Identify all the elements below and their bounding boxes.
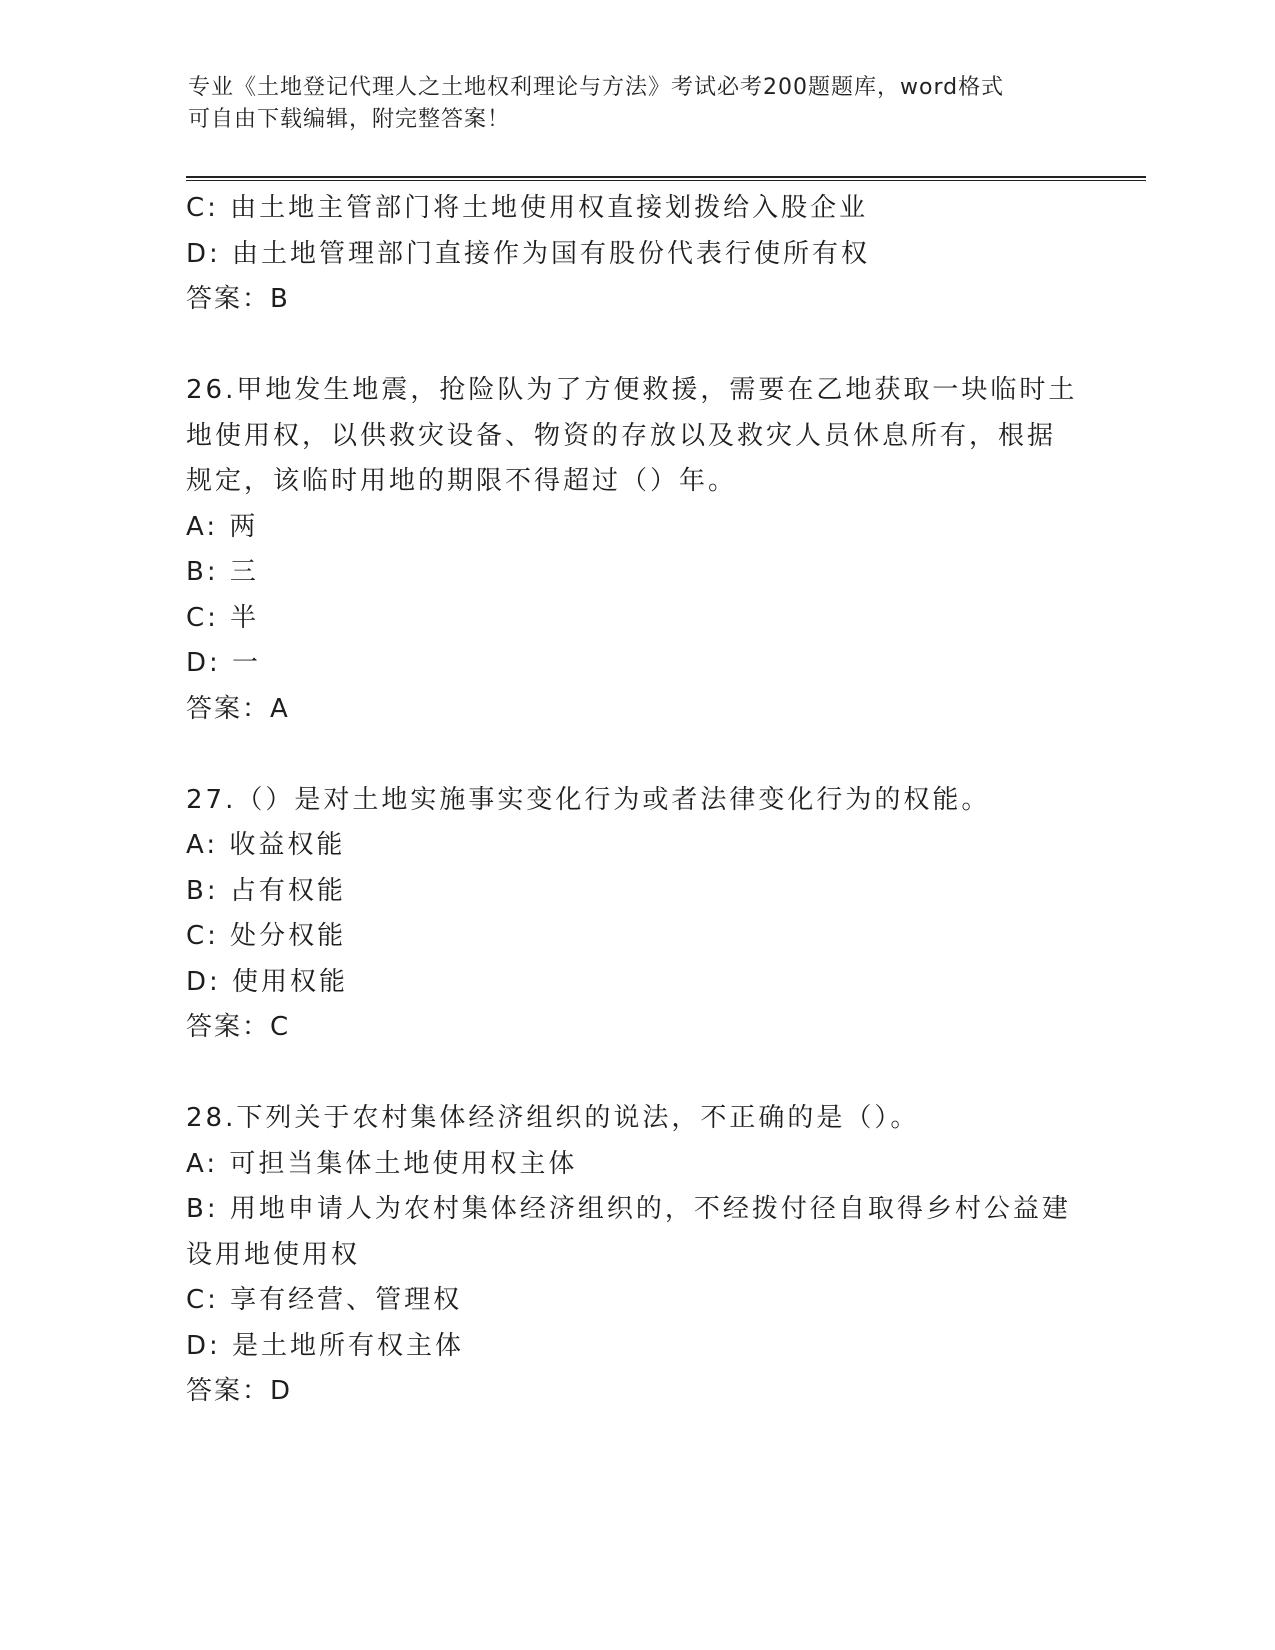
option-c: C: 半 [186, 602, 260, 633]
option-d: D: 是土地所有权主体 [186, 1330, 465, 1361]
question-28 [186, 1096, 1086, 1415]
option-b: B: 三 [186, 557, 259, 587]
option-b: B: 占有权能 [186, 875, 346, 906]
question-stem-line: 规定，该临时用地的期限不得超过（）年。 [186, 466, 738, 496]
question-25-tail [186, 186, 1086, 323]
question-stem-line: 26.甲地发生地震，抢险队为了方便救援，需要在乙地获取一块临时土 [186, 375, 1078, 405]
option-a: A: 收益权能 [186, 830, 346, 860]
spacer [186, 323, 1086, 369]
question-stem-line: 28.下列关于农村集体经济组织的说法，不正确的是（）。 [186, 1103, 920, 1133]
answer-line: 答案：A [186, 693, 290, 724]
header-title-line-1: 专业《土地登记代理人之土地权利理论与方法》考试必考200题题库，word格式 [188, 75, 1005, 100]
option-a: A: 两 [186, 511, 259, 542]
answer-line: 答案：B [186, 284, 290, 314]
page-header [188, 72, 1068, 136]
answer-line: 答案：D [186, 1376, 293, 1406]
option-c: C: 由土地主管部门将土地使用权直接划拨给入股企业 [186, 193, 869, 223]
question-26 [186, 368, 1086, 732]
question-stem-line: 地使用权，以供救灾设备、物资的存放以及救灾人员休息所有，根据 [186, 420, 1057, 451]
header-divider [186, 176, 1146, 181]
answer-line: 答案：C [186, 1012, 291, 1042]
question-content [186, 186, 1086, 1415]
option-c: C: 处分权能 [186, 921, 347, 951]
option-d: D: 一 [186, 648, 262, 678]
option-a: A: 可担当集体土地使用权主体 [186, 1148, 578, 1179]
question-27 [186, 778, 1086, 1051]
question-stem-line: 27.（）是对土地实施事实变化行为或者法律变化行为的权能。 [186, 784, 991, 815]
header-title-line-2: 可自由下载编辑，附完整答案！ [188, 107, 511, 132]
option-b-continued: 设用地使用权 [186, 1239, 361, 1270]
option-c: C: 享有经营、管理权 [186, 1285, 463, 1315]
spacer [186, 732, 1086, 778]
option-d: D: 由土地管理部门直接作为国有股份代表行使所有权 [186, 238, 871, 269]
option-d: D: 使用权能 [186, 966, 349, 997]
spacer [186, 1051, 1086, 1097]
option-b: B: 用地申请人为农村集体经济组织的，不经拨付径自取得乡村公益建 [186, 1194, 1071, 1224]
